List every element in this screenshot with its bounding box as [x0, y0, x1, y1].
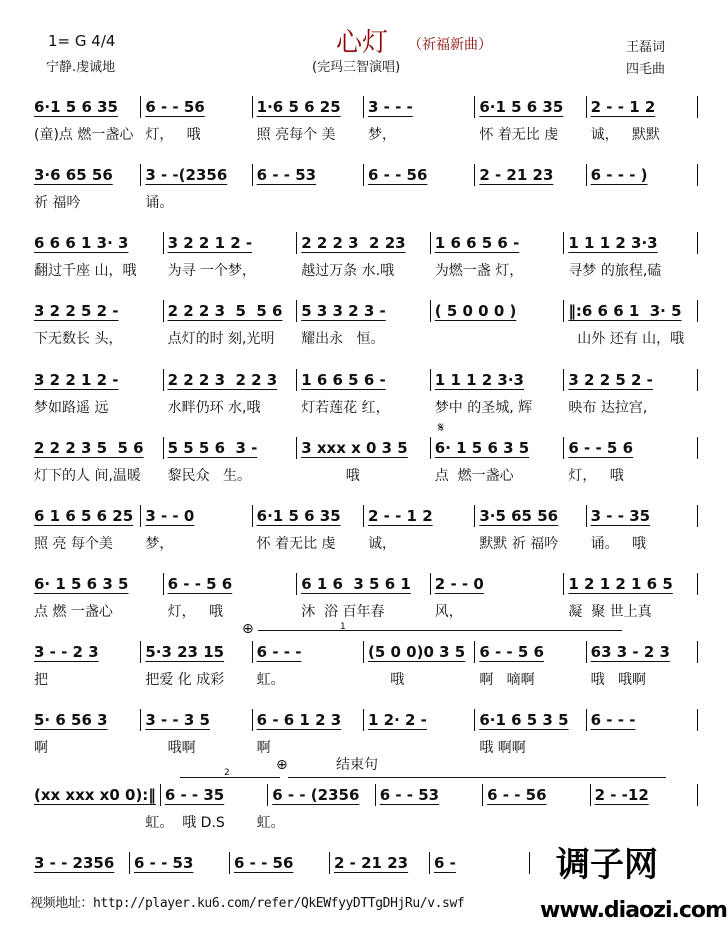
ending-1-bracket: [258, 630, 622, 631]
measure: 3 - - 0: [145, 507, 195, 525]
lyrics-row: [30, 737, 698, 757]
measure: 6 - - 56: [234, 854, 294, 872]
notes-row: [30, 369, 698, 391]
lyric: 哦 啊啊: [479, 740, 526, 756]
lyric: 梦中 的圣城, 辉: [434, 400, 533, 416]
notes-row: [30, 505, 698, 527]
video-url: 视频地址：http://player.ku6.com/refer/QkEWfyyDTTgDHjRu/v.swf: [30, 896, 465, 911]
measure: 1 2 1 2 1 6 5: [568, 575, 673, 593]
measure: 6 - - (2356: [272, 786, 360, 804]
lyric: [30, 812, 141, 832]
measure: (xx xxx x0 0):‖: [34, 786, 156, 804]
lyric: 为燃一盏 灯，: [434, 263, 524, 279]
measure: 1 1 1 2 3·3: [434, 371, 524, 389]
measure: 6· 1 5 6 3 5: [434, 439, 530, 457]
measure: 3 2 2 1 2 -: [167, 234, 253, 252]
bar-line: [697, 573, 698, 595]
lyric: 诵。 哦: [590, 536, 646, 552]
lyrics-row: [30, 601, 698, 621]
lyric: 水畔仍环 水,哦: [167, 400, 261, 416]
lyric: 点灯的时 刻,光明: [167, 331, 275, 347]
composer: 四毛曲: [626, 62, 666, 77]
measure: 5 5 5 6 3 -: [167, 439, 258, 457]
notes-row: [30, 232, 698, 254]
measure: 3 2 2 5 2 -: [34, 302, 119, 320]
bar-line: [697, 369, 698, 391]
measure: 6 - - 53: [256, 166, 317, 184]
lyrics-row: [30, 328, 698, 348]
lyric: [587, 812, 698, 832]
bar-line: [697, 505, 698, 527]
measure: 1·6 5 6 25: [256, 98, 341, 116]
measure: 2 2 2 3 2 2 3: [167, 371, 278, 389]
lyric: [364, 812, 475, 832]
bar-line: [697, 641, 698, 663]
measure: 3 - - 2356: [34, 854, 115, 872]
lyric: 虹。: [256, 815, 285, 831]
measure: 2 - -12: [594, 786, 649, 804]
lyric: 耀出永 恒。: [301, 331, 385, 347]
score-line: [30, 709, 698, 757]
lyric: 映布 达拉宫,: [568, 400, 648, 416]
lyric: 怀 着无比 虔: [479, 127, 559, 143]
lyric: 把爱 化 成彩: [145, 672, 225, 688]
lyric: 黎民众 生。: [167, 468, 251, 484]
lyric: 祈 福吟: [34, 195, 81, 211]
measure: 6·1 5 6 35: [256, 507, 341, 525]
lyric: 照 亮每个 美: [256, 127, 336, 143]
measure: 6 6 6 1 3· 3: [34, 234, 129, 252]
lyricist: 王磊词: [626, 40, 666, 55]
lyric: 默默 祈 福吟: [479, 536, 559, 552]
lyric: [364, 192, 475, 212]
measure: 6 - - 56: [145, 98, 205, 116]
lyric: [253, 192, 364, 212]
bar-line: [697, 437, 698, 459]
lyrics-row: [30, 192, 698, 212]
measure: 3 xxx x 0 3 5: [301, 439, 408, 457]
watermark-site: www.diaozi.com: [540, 898, 727, 923]
lyric: [587, 737, 698, 757]
notes-row: [30, 709, 698, 731]
coda-mark: ⊕: [242, 621, 254, 637]
ending-2-bracket: [180, 777, 280, 778]
bar-line: [697, 709, 698, 731]
measure: 2 - - 0: [434, 575, 484, 593]
measure: 2 - 21 23: [479, 166, 554, 184]
measure: ( 5 0 0 0 ): [434, 302, 517, 320]
measure: 6 - - 56: [367, 166, 428, 184]
lyrics-row: [30, 260, 698, 280]
lyric: 点 燃一盏心: [434, 468, 514, 484]
measure: 2 2 2 3 2 23: [301, 234, 406, 252]
measure: 3·6 65 56: [34, 166, 113, 184]
lyric: 山外 还有 山，哦: [568, 331, 685, 347]
score-line: [30, 300, 698, 348]
lyric: 哦啊: [145, 740, 196, 756]
lyric: 诵。: [145, 195, 174, 211]
score-line: [30, 232, 698, 280]
lyrics-row: [30, 465, 698, 485]
lyric: 哦: [367, 672, 405, 688]
lyric: 为寻 一个梦，: [167, 263, 257, 279]
coda-mark-2: ⊕: [276, 757, 288, 773]
lyric: 下无数长 头，: [34, 331, 123, 347]
segno-mark: 𝄋: [438, 420, 445, 436]
ending-1-label: 1: [340, 622, 346, 632]
lyric: 诚，: [367, 536, 396, 552]
lyrics-row: [30, 812, 698, 832]
measure: 3 - -(2356: [145, 166, 228, 184]
lyric: 虹。 哦 D.S: [145, 815, 225, 831]
lyric: 把: [34, 672, 48, 688]
lyric: 哦 哦啊: [590, 672, 646, 688]
lyric: 翻过千座 山，哦: [34, 263, 137, 279]
ending-2-label: 2: [224, 768, 230, 778]
score-line: [30, 852, 530, 880]
lyric: 寻梦 的旅程,磕: [568, 263, 662, 279]
measure: 2 2 2 3 5 5 6: [34, 439, 144, 457]
measure: 1 6 6 5 6 -: [301, 371, 386, 389]
lyric: 梦，: [367, 127, 396, 143]
lyric: [475, 812, 586, 832]
lyric: 灯， 哦: [568, 468, 624, 484]
measure: 3 - - -: [367, 98, 413, 116]
watermark-logo: 调子网: [556, 845, 658, 885]
notes-row: [30, 573, 698, 595]
tempo-marking: 宁静.虔诚地: [46, 60, 116, 75]
lyrics-row: [30, 669, 698, 689]
lyric: 沐 浴 百年春: [301, 604, 385, 620]
lyric: [587, 192, 698, 212]
bar-line: [697, 96, 698, 118]
score-line: [30, 573, 698, 621]
measure: 2 - - 1 2: [367, 507, 433, 525]
lyric: 越过万条 水.哦: [301, 263, 395, 279]
lyrics-row: [30, 533, 698, 553]
notes-row: [30, 852, 530, 874]
measure: 6 - - -: [256, 643, 302, 661]
measure: 6· 1 5 6 3 5: [34, 575, 129, 593]
bar-line: [697, 164, 698, 186]
measure: 3 - - 2 3: [34, 643, 99, 661]
ending-label: 结束句: [336, 757, 378, 773]
song-subtitle: （祈福新曲）: [408, 37, 492, 53]
lyric: (童)点 燃一盏心: [34, 127, 134, 143]
measure: 5·3 23 15: [145, 643, 225, 661]
measure: 3 2 2 5 2 -: [568, 371, 653, 389]
score-line: [30, 505, 698, 553]
lyric: 啊: [34, 740, 48, 756]
measure: 6 1 6 3 5 6 1: [301, 575, 411, 593]
measure: 6·1 5 6 35: [34, 98, 118, 116]
lyric: 梦，: [145, 536, 174, 552]
notes-row: [30, 164, 698, 186]
measure: 1 2· 2 -: [367, 711, 427, 729]
notes-row: [30, 300, 698, 322]
measure: 6 - - 5 6: [568, 439, 634, 457]
lyric: 灯， 哦: [167, 604, 223, 620]
score-line: [30, 369, 698, 417]
measure: 6 - - -: [590, 711, 636, 729]
lyric: 啊: [256, 740, 271, 756]
singer: (完玛三智演唱): [312, 60, 401, 75]
lyric: 凝 聚 世上真: [568, 604, 652, 620]
measure: 5· 6 56 3: [34, 711, 108, 729]
lyric: 啊 嘀啊: [479, 672, 535, 688]
measure: 3·5 65 56: [479, 507, 559, 525]
ending-line: [288, 777, 666, 778]
score-line: [30, 437, 698, 485]
lyric: 虹。: [256, 672, 285, 688]
bar-line: [697, 232, 698, 254]
measure: 3 - - 35: [590, 507, 651, 525]
song-title: 心灯: [336, 28, 389, 58]
measure: 3 2 2 1 2 -: [34, 371, 119, 389]
lyric: 灯， 哦: [145, 127, 201, 143]
lyric: 怀 着无比 虔: [256, 536, 336, 552]
lyric: 风，: [434, 604, 463, 620]
lyric: 哦: [301, 468, 360, 484]
notes-row: [30, 784, 698, 806]
measure: 1 6 6 5 6 -: [434, 234, 520, 252]
measure: 6 - - 56: [487, 786, 547, 804]
measure: (5 0 0)0 3 5: [367, 643, 466, 661]
lyrics-row: [30, 397, 698, 417]
measure: 6·1 5 6 35: [479, 98, 564, 116]
measure: 1 1 1 2 3·3: [568, 234, 658, 252]
measure: 6 - - 53: [379, 786, 440, 804]
measure: 6 - - 35: [164, 786, 225, 804]
measure: 6 1 6 5 6 25: [34, 507, 134, 525]
measure: 6 - - 5 6: [479, 643, 544, 661]
score-line: [30, 641, 698, 689]
bar-line: [529, 852, 530, 874]
notes-row: [30, 437, 698, 459]
bar-line: [697, 300, 698, 322]
notes-row: [30, 96, 698, 118]
score-line: [30, 164, 698, 212]
lyric: 照 亮 每个美: [34, 536, 113, 552]
key-signature: 1= G 4/4: [48, 32, 116, 50]
measure: ‖:6 6 6 1 3· 5: [568, 302, 682, 320]
lyrics-row: [30, 124, 698, 144]
measure: 6 - 6 1 2 3: [256, 711, 342, 729]
lyric: [364, 737, 475, 757]
measure: 3 - - 3 5: [145, 711, 210, 729]
lyric: 灯下的人 间,温暖: [34, 468, 141, 484]
lyric: 灯若莲花 红，: [301, 400, 390, 416]
notes-row: [30, 641, 698, 663]
measure: 2 2 2 3 5 5 6: [167, 302, 283, 320]
measure: 6 - - 53: [134, 854, 194, 872]
score-line: [30, 96, 698, 144]
measure: 5 3 3 2 3 -: [301, 302, 386, 320]
measure: 6 - - 5 6: [167, 575, 233, 593]
lyric: 诚， 默默: [590, 127, 660, 143]
measure: 6 -: [434, 854, 456, 872]
lyric: [475, 192, 586, 212]
measure: 2 - 21 23: [334, 854, 409, 872]
lyric: 点 燃 一盏心: [34, 604, 113, 620]
measure: 2 - - 1 2: [590, 98, 656, 116]
lyric: 梦如路遥 远: [34, 400, 109, 416]
measure: 63 3 - 2 3: [590, 643, 670, 661]
measure: 6·1 6 5 3 5: [479, 711, 569, 729]
measure: 6 - - - ): [590, 166, 648, 184]
bar-line: [697, 784, 698, 806]
lyric: [431, 328, 565, 348]
score-line: [30, 784, 698, 832]
